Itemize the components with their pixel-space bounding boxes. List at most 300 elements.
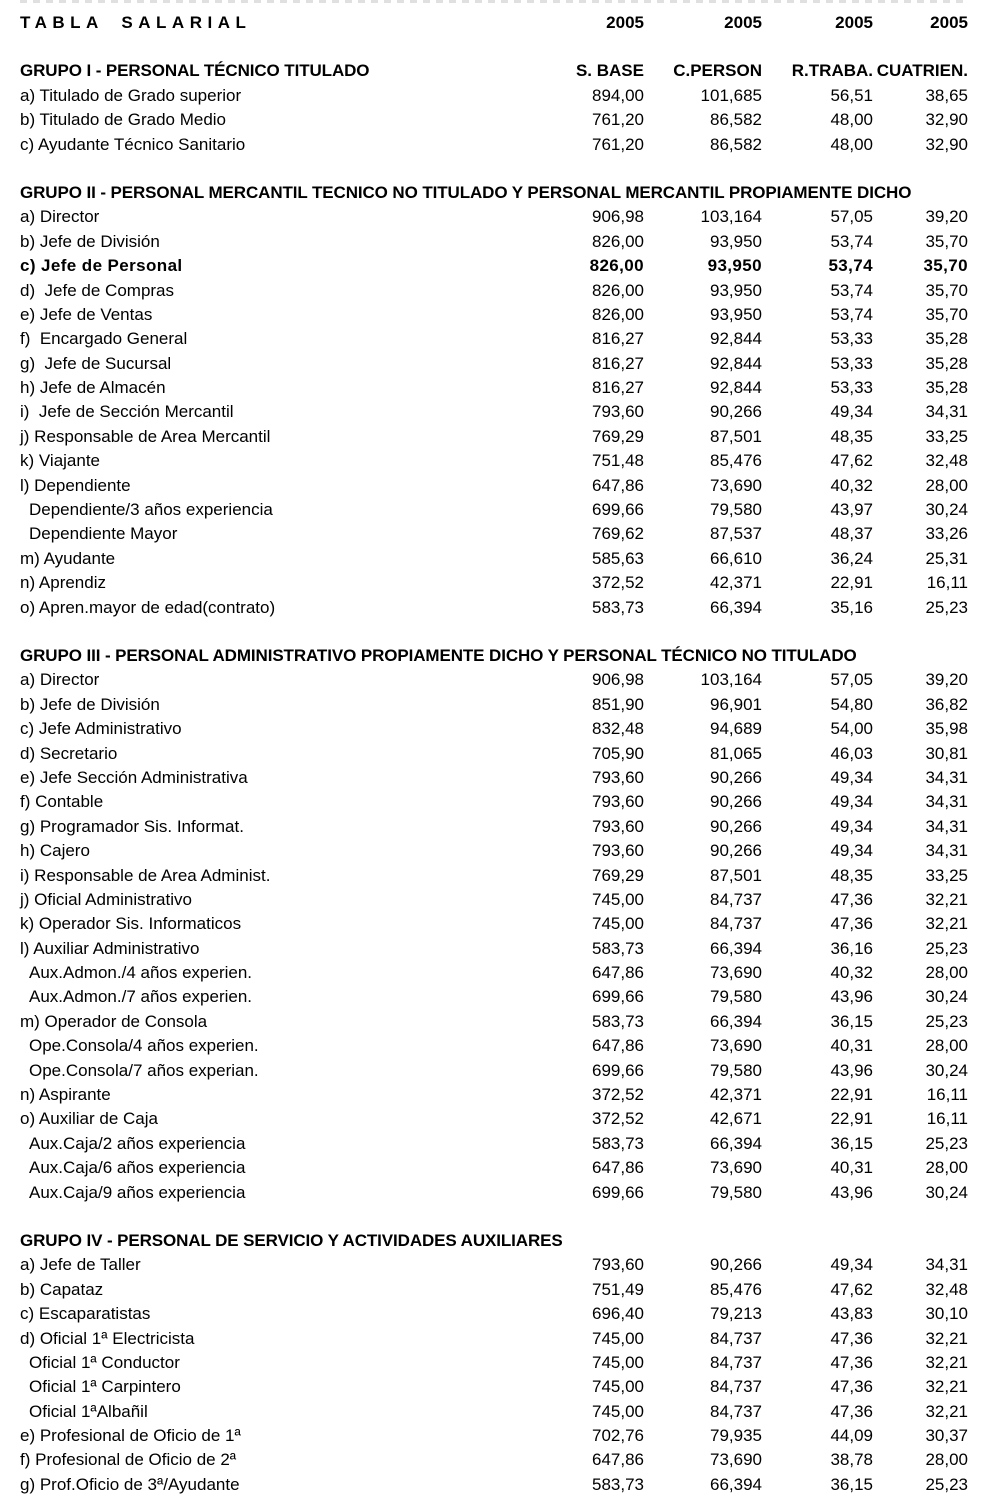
table-row bbox=[20, 1156, 968, 1180]
value-cell-cuatrien: 16,11 bbox=[926, 573, 968, 593]
value-cell-c-person: 101,685 bbox=[700, 85, 762, 105]
value-cell-cuatrien: 35,28 bbox=[925, 378, 968, 398]
table-row bbox=[20, 1327, 968, 1351]
value-cell-r-traba: 48,00 bbox=[830, 134, 873, 154]
value-cell-r-traba: 43,96 bbox=[830, 987, 873, 1007]
group-section-1 bbox=[20, 59, 968, 157]
table-row bbox=[20, 522, 968, 546]
value-cell-c-person: 42,371 bbox=[710, 573, 762, 593]
value-cell-s-base: 851,90 bbox=[592, 694, 644, 714]
row-label: Aux.Admon./7 años experien. bbox=[29, 987, 253, 1007]
value-cell-r-traba: 47,36 bbox=[830, 914, 873, 934]
table-row bbox=[20, 1253, 968, 1277]
value-cell-cuatrien: 32,21 bbox=[925, 914, 968, 934]
value-cell-s-base: 583,73 bbox=[592, 597, 644, 617]
table-row bbox=[20, 961, 968, 985]
value-cell-s-base: 647,86 bbox=[592, 475, 644, 495]
value-cell-cuatrien: 34,31 bbox=[925, 402, 968, 422]
value-cell-s-base: 745,00 bbox=[592, 1401, 644, 1421]
value-cell-cuatrien: 34,31 bbox=[925, 1255, 968, 1275]
value-cell-s-base: 745,00 bbox=[592, 1328, 644, 1348]
row-label: Ope.Consola/4 años experien. bbox=[29, 1036, 259, 1056]
value-cell-s-base: 647,86 bbox=[592, 1158, 644, 1178]
value-cell-s-base: 705,90 bbox=[592, 743, 644, 763]
value-cell-s-base: 583,73 bbox=[592, 938, 644, 958]
row-label: Aux.Caja/6 años experiencia bbox=[29, 1158, 246, 1178]
table-row bbox=[20, 937, 968, 961]
row-label: a) Director bbox=[20, 207, 100, 227]
value-cell-c-person: 73,690 bbox=[710, 1450, 762, 1470]
row-label: i) Jefe de Sección Mercantil bbox=[20, 402, 234, 422]
value-cell-r-traba: 57,05 bbox=[830, 670, 873, 690]
value-cell-c-person: 73,690 bbox=[710, 963, 762, 983]
table-row bbox=[20, 279, 968, 303]
value-cell-c-person: 93,950 bbox=[710, 280, 762, 300]
table-row bbox=[20, 888, 968, 912]
value-cell-c-person: 92,844 bbox=[710, 329, 762, 349]
row-label: Dependiente/3 años experiencia bbox=[29, 500, 273, 520]
row-label: j) Responsable de Area Mercantil bbox=[20, 426, 271, 446]
value-cell-c-person: 94,689 bbox=[710, 719, 762, 739]
value-cell-cuatrien: 25,23 bbox=[925, 1011, 968, 1031]
value-cell-c-person: 84,737 bbox=[710, 1377, 762, 1397]
value-cell-c-person: 84,737 bbox=[710, 1352, 762, 1372]
value-cell-s-base: 793,60 bbox=[592, 402, 644, 422]
row-label: d) Secretario bbox=[20, 743, 118, 763]
value-cell-r-traba: 53,33 bbox=[830, 329, 873, 349]
row-label: Oficial 1ª Conductor bbox=[29, 1352, 180, 1372]
value-cell-s-base: 583,73 bbox=[592, 1133, 644, 1153]
value-cell-cuatrien: 30,10 bbox=[925, 1304, 968, 1324]
group-section-3 bbox=[20, 644, 968, 1205]
row-label: m) Ayudante bbox=[20, 548, 116, 568]
value-cell-r-traba: 48,00 bbox=[830, 110, 873, 130]
value-cell-s-base: 761,20 bbox=[592, 110, 644, 130]
value-cell-s-base: 583,73 bbox=[592, 1011, 644, 1031]
table-row bbox=[20, 547, 968, 571]
value-cell-r-traba: 54,00 bbox=[830, 719, 873, 739]
value-cell-c-person: 66,394 bbox=[710, 597, 762, 617]
value-cell-cuatrien: 39,20 bbox=[925, 207, 968, 227]
value-cell-cuatrien: 30,24 bbox=[925, 987, 968, 1007]
value-cell-c-person: 79,935 bbox=[710, 1426, 762, 1446]
value-cell-s-base: 745,00 bbox=[592, 914, 644, 934]
table-row bbox=[20, 717, 968, 741]
value-cell-c-person: 84,737 bbox=[710, 1328, 762, 1348]
value-cell-cuatrien: 30,24 bbox=[925, 1060, 968, 1080]
value-cell-cuatrien: 34,31 bbox=[925, 816, 968, 836]
value-cell-r-traba: 54,80 bbox=[830, 694, 873, 714]
value-cell-c-person: 92,844 bbox=[710, 378, 762, 398]
value-cell-cuatrien: 28,00 bbox=[925, 1450, 968, 1470]
value-cell-c-person: 90,266 bbox=[710, 767, 762, 787]
value-cell-c-person: 93,950 bbox=[710, 304, 762, 324]
value-cell-cuatrien: 25,23 bbox=[925, 597, 968, 617]
value-cell-cuatrien: 36,82 bbox=[925, 694, 968, 714]
value-cell-c-person: 79,213 bbox=[710, 1304, 762, 1324]
table-row bbox=[20, 1107, 968, 1131]
value-cell-c-person: 92,844 bbox=[710, 353, 762, 373]
table-row bbox=[20, 1083, 968, 1107]
value-cell-cuatrien: 35,70 bbox=[925, 231, 968, 251]
column-header-r-traba: R.TRABA. bbox=[791, 61, 873, 81]
value-cell-s-base: 699,66 bbox=[592, 500, 644, 520]
value-cell-s-base: 793,60 bbox=[592, 792, 644, 812]
value-cell-cuatrien: 35,28 bbox=[925, 329, 968, 349]
value-cell-c-person: 42,371 bbox=[710, 1085, 762, 1105]
row-label: e) Jefe de Ventas bbox=[20, 304, 153, 324]
row-label: c) Ayudante Técnico Sanitario bbox=[20, 134, 246, 154]
value-cell-r-traba: 53,74 bbox=[830, 280, 873, 300]
value-cell-r-traba: 40,31 bbox=[830, 1158, 873, 1178]
row-label: Dependiente Mayor bbox=[29, 524, 178, 544]
value-cell-r-traba: 22,91 bbox=[830, 1085, 873, 1105]
value-cell-s-base: 816,27 bbox=[592, 329, 644, 349]
table-row bbox=[20, 449, 968, 473]
value-cell-s-base: 372,52 bbox=[592, 1109, 644, 1129]
value-cell-c-person: 79,580 bbox=[710, 1182, 762, 1202]
row-label: Oficial 1ª Carpintero bbox=[29, 1377, 181, 1397]
table-row bbox=[20, 327, 968, 351]
table-row bbox=[20, 985, 968, 1009]
value-cell-s-base: 745,00 bbox=[592, 889, 644, 909]
row-label: j) Oficial Administrativo bbox=[20, 889, 192, 909]
row-label: n) Aspirante bbox=[20, 1085, 111, 1105]
value-cell-cuatrien: 35,28 bbox=[925, 353, 968, 373]
table-row bbox=[20, 1132, 968, 1156]
value-cell-r-traba: 36,15 bbox=[830, 1474, 873, 1494]
table-row bbox=[20, 1302, 968, 1326]
table-body bbox=[20, 59, 968, 1497]
table-row bbox=[20, 1400, 968, 1424]
column-header-c-person: C.PERSON bbox=[673, 61, 762, 81]
value-cell-c-person: 85,476 bbox=[710, 451, 762, 471]
year-header-2: 2005 bbox=[724, 13, 762, 32]
value-cell-r-traba: 47,62 bbox=[830, 1279, 873, 1299]
group-title: GRUPO IV - PERSONAL DE SERVICIO Y ACTIVIDADES AUXILIARES bbox=[20, 1230, 563, 1250]
value-cell-cuatrien: 38,65 bbox=[925, 85, 968, 105]
value-cell-s-base: 699,66 bbox=[592, 987, 644, 1007]
value-cell-cuatrien: 33,25 bbox=[925, 865, 968, 885]
row-label: b) Jefe de División bbox=[20, 231, 160, 251]
group-header-row bbox=[20, 59, 968, 83]
row-label: b) Titulado de Grado Medio bbox=[20, 110, 227, 130]
row-label: d) Oficial 1ª Electricista bbox=[20, 1328, 195, 1348]
value-cell-cuatrien: 32,21 bbox=[925, 1328, 968, 1348]
title-row bbox=[20, 11, 968, 35]
year-header-1: 2005 bbox=[606, 13, 644, 32]
value-cell-r-traba: 40,31 bbox=[830, 1036, 873, 1056]
row-label: Oficial 1ªAlbañil bbox=[29, 1401, 148, 1421]
value-cell-r-traba: 49,34 bbox=[830, 767, 873, 787]
value-cell-cuatrien: 32,21 bbox=[925, 889, 968, 909]
value-cell-s-base: 745,00 bbox=[592, 1377, 644, 1397]
table-row bbox=[20, 815, 968, 839]
value-cell-c-person: 81,065 bbox=[710, 743, 762, 763]
table-row bbox=[20, 1034, 968, 1058]
value-cell-r-traba: 35,16 bbox=[830, 597, 873, 617]
value-cell-cuatrien: 34,31 bbox=[925, 767, 968, 787]
table-row bbox=[20, 303, 968, 327]
row-label: e) Jefe Sección Administrativa bbox=[20, 767, 248, 787]
row-label: k) Operador Sis. Informaticos bbox=[20, 914, 242, 934]
value-cell-cuatrien: 32,48 bbox=[925, 1279, 968, 1299]
row-label: m) Operador de Consola bbox=[20, 1011, 208, 1031]
group-header-row bbox=[20, 644, 968, 668]
table-row bbox=[20, 668, 968, 692]
row-label: e) Profesional de Oficio de 1ª bbox=[20, 1426, 241, 1446]
table-row bbox=[20, 1010, 968, 1034]
table-row bbox=[20, 839, 968, 863]
row-label: n) Aprendiz bbox=[20, 573, 106, 593]
value-cell-r-traba: 36,15 bbox=[830, 1011, 873, 1031]
table-row bbox=[20, 205, 968, 229]
value-cell-r-traba: 56,51 bbox=[830, 85, 873, 105]
row-label: o) Apren.mayor de edad(contrato) bbox=[20, 597, 276, 617]
value-cell-r-traba: 36,16 bbox=[830, 938, 873, 958]
value-cell-c-person: 73,690 bbox=[710, 1036, 762, 1056]
value-cell-cuatrien: 35,70 bbox=[925, 280, 968, 300]
value-cell-s-base: 826,00 bbox=[589, 256, 644, 276]
value-cell-r-traba: 49,34 bbox=[830, 402, 873, 422]
row-label: c) Jefe Administrativo bbox=[20, 719, 182, 739]
value-cell-c-person: 66,394 bbox=[710, 1474, 762, 1494]
value-cell-c-person: 79,580 bbox=[710, 500, 762, 520]
value-cell-s-base: 647,86 bbox=[592, 963, 644, 983]
row-label: l) Auxiliar Administrativo bbox=[20, 938, 200, 958]
table-row bbox=[20, 400, 968, 424]
group-header-row bbox=[20, 181, 968, 205]
value-cell-r-traba: 53,74 bbox=[830, 231, 873, 251]
value-cell-r-traba: 40,32 bbox=[830, 963, 873, 983]
value-cell-s-base: 906,98 bbox=[592, 670, 644, 690]
row-label: Aux.Caja/9 años experiencia bbox=[29, 1182, 246, 1202]
table-row bbox=[20, 376, 968, 400]
row-label: h) Cajero bbox=[20, 841, 90, 861]
year-header-4: 2005 bbox=[930, 13, 968, 32]
table-row bbox=[20, 133, 968, 157]
table-row bbox=[20, 498, 968, 522]
value-cell-c-person: 103,164 bbox=[700, 670, 762, 690]
row-label: f) Encargado General bbox=[20, 329, 188, 349]
value-cell-s-base: 761,20 bbox=[592, 134, 644, 154]
row-label: a) Director bbox=[20, 670, 100, 690]
table-row bbox=[20, 84, 968, 108]
value-cell-r-traba: 47,36 bbox=[830, 889, 873, 909]
row-label: o) Auxiliar de Caja bbox=[20, 1109, 158, 1129]
value-cell-cuatrien: 16,11 bbox=[926, 1085, 968, 1105]
value-cell-c-person: 90,266 bbox=[710, 816, 762, 836]
value-cell-s-base: 647,86 bbox=[592, 1036, 644, 1056]
group-title: GRUPO I - PERSONAL TÉCNICO TITULADO bbox=[20, 61, 370, 81]
value-cell-cuatrien: 33,26 bbox=[925, 524, 968, 544]
value-cell-c-person: 84,737 bbox=[710, 914, 762, 934]
value-cell-cuatrien: 25,23 bbox=[925, 1474, 968, 1494]
value-cell-cuatrien: 35,70 bbox=[923, 256, 968, 276]
value-cell-cuatrien: 35,70 bbox=[925, 304, 968, 324]
value-cell-s-base: 816,27 bbox=[592, 353, 644, 373]
table-row bbox=[20, 766, 968, 790]
table-row bbox=[20, 1448, 968, 1472]
value-cell-r-traba: 46,03 bbox=[830, 743, 873, 763]
value-cell-c-person: 79,580 bbox=[710, 1060, 762, 1080]
value-cell-s-base: 647,86 bbox=[592, 1450, 644, 1470]
group-section-2 bbox=[20, 181, 968, 620]
value-cell-cuatrien: 32,21 bbox=[925, 1401, 968, 1421]
value-cell-r-traba: 22,91 bbox=[830, 1109, 873, 1129]
table-row bbox=[20, 1424, 968, 1448]
table-row bbox=[20, 742, 968, 766]
value-cell-s-base: 745,00 bbox=[592, 1352, 644, 1372]
table-row bbox=[20, 790, 968, 814]
value-cell-s-base: 793,60 bbox=[592, 767, 644, 787]
row-label: Aux.Caja/2 años experiencia bbox=[29, 1133, 246, 1153]
row-label: Aux.Admon./4 años experien. bbox=[29, 963, 253, 983]
value-cell-r-traba: 53,74 bbox=[830, 304, 873, 324]
row-label: c) Jefe de Personal bbox=[20, 256, 183, 276]
value-cell-r-traba: 49,34 bbox=[830, 841, 873, 861]
table-row bbox=[20, 254, 968, 278]
value-cell-c-person: 66,394 bbox=[710, 1133, 762, 1153]
value-cell-c-person: 66,610 bbox=[710, 548, 762, 568]
value-cell-c-person: 84,737 bbox=[710, 1401, 762, 1421]
table-row bbox=[20, 571, 968, 595]
value-cell-cuatrien: 30,24 bbox=[925, 500, 968, 520]
value-cell-r-traba: 47,36 bbox=[830, 1377, 873, 1397]
value-cell-cuatrien: 32,90 bbox=[925, 110, 968, 130]
value-cell-r-traba: 43,96 bbox=[830, 1060, 873, 1080]
value-cell-cuatrien: 25,23 bbox=[925, 938, 968, 958]
value-cell-cuatrien: 16,11 bbox=[926, 1109, 968, 1129]
value-cell-s-base: 699,66 bbox=[592, 1182, 644, 1202]
value-cell-s-base: 793,60 bbox=[592, 841, 644, 861]
value-cell-s-base: 894,00 bbox=[592, 85, 644, 105]
table-row bbox=[20, 352, 968, 376]
table-row bbox=[20, 474, 968, 498]
value-cell-cuatrien: 30,81 bbox=[925, 743, 968, 763]
value-cell-r-traba: 49,34 bbox=[830, 816, 873, 836]
group-section-4 bbox=[20, 1229, 968, 1497]
value-cell-c-person: 86,582 bbox=[710, 134, 762, 154]
table-row bbox=[20, 596, 968, 620]
value-cell-s-base: 826,00 bbox=[592, 231, 644, 251]
value-cell-c-person: 90,266 bbox=[710, 1255, 762, 1275]
value-cell-c-person: 93,950 bbox=[707, 256, 762, 276]
year-header-3: 2005 bbox=[835, 13, 873, 32]
value-cell-r-traba: 36,15 bbox=[830, 1133, 873, 1153]
row-label: f) Contable bbox=[20, 792, 104, 812]
table-row bbox=[20, 1059, 968, 1083]
page-title: TABLA SALARIAL bbox=[20, 13, 252, 32]
value-cell-r-traba: 57,05 bbox=[830, 207, 873, 227]
table-row bbox=[20, 425, 968, 449]
value-cell-c-person: 79,580 bbox=[710, 987, 762, 1007]
value-cell-cuatrien: 28,00 bbox=[925, 475, 968, 495]
table-row bbox=[20, 1278, 968, 1302]
value-cell-s-base: 751,48 bbox=[592, 451, 644, 471]
value-cell-c-person: 84,737 bbox=[710, 889, 762, 909]
column-header-s-base: S. BASE bbox=[575, 61, 644, 81]
value-cell-c-person: 90,266 bbox=[710, 792, 762, 812]
value-cell-c-person: 66,394 bbox=[710, 1011, 762, 1031]
value-cell-c-person: 66,394 bbox=[710, 938, 762, 958]
value-cell-s-base: 793,60 bbox=[592, 1255, 644, 1275]
value-cell-s-base: 696,40 bbox=[592, 1304, 644, 1324]
value-cell-c-person: 42,671 bbox=[710, 1109, 762, 1129]
value-cell-cuatrien: 32,21 bbox=[925, 1377, 968, 1397]
value-cell-s-base: 751,49 bbox=[592, 1279, 644, 1299]
table-row bbox=[20, 1351, 968, 1375]
row-label: a) Jefe de Taller bbox=[20, 1255, 141, 1275]
row-label: h) Jefe de Almacén bbox=[20, 378, 166, 398]
value-cell-r-traba: 44,09 bbox=[830, 1426, 873, 1446]
value-cell-cuatrien: 39,20 bbox=[925, 670, 968, 690]
row-label: g) Prof.Oficio de 3ª/Ayudante bbox=[20, 1474, 240, 1494]
value-cell-s-base: 583,73 bbox=[592, 1474, 644, 1494]
row-label: i) Responsable de Area Administ. bbox=[20, 865, 271, 885]
value-cell-c-person: 96,901 bbox=[710, 694, 762, 714]
value-cell-s-base: 826,00 bbox=[592, 280, 644, 300]
row-label: f) Profesional de Oficio de 2ª bbox=[20, 1450, 237, 1470]
row-label: Ope.Consola/7 años experian. bbox=[29, 1060, 259, 1080]
value-cell-r-traba: 48,35 bbox=[830, 426, 873, 446]
group-header-row bbox=[20, 1229, 968, 1253]
value-cell-r-traba: 43,97 bbox=[830, 500, 873, 520]
value-cell-r-traba: 43,83 bbox=[830, 1304, 873, 1324]
value-cell-r-traba: 36,24 bbox=[830, 548, 873, 568]
value-cell-s-base: 585,63 bbox=[592, 548, 644, 568]
value-cell-s-base: 702,76 bbox=[592, 1426, 644, 1446]
value-cell-r-traba: 22,91 bbox=[830, 573, 873, 593]
value-cell-r-traba: 53,33 bbox=[830, 353, 873, 373]
value-cell-cuatrien: 34,31 bbox=[925, 841, 968, 861]
value-cell-s-base: 769,29 bbox=[592, 426, 644, 446]
value-cell-cuatrien: 28,00 bbox=[925, 963, 968, 983]
value-cell-cuatrien: 33,25 bbox=[925, 426, 968, 446]
value-cell-cuatrien: 25,31 bbox=[925, 548, 968, 568]
table-row bbox=[20, 1375, 968, 1399]
value-cell-r-traba: 47,36 bbox=[830, 1352, 873, 1372]
value-cell-s-base: 816,27 bbox=[592, 378, 644, 398]
value-cell-c-person: 90,266 bbox=[710, 402, 762, 422]
value-cell-cuatrien: 32,90 bbox=[925, 134, 968, 154]
value-cell-r-traba: 47,36 bbox=[830, 1401, 873, 1421]
table-row bbox=[20, 230, 968, 254]
group-title: GRUPO III - PERSONAL ADMINISTRATIVO PROPIAMENTE DICHO Y PERSONAL TÉCNICO NO TITULADO bbox=[20, 645, 857, 665]
value-cell-r-traba: 47,36 bbox=[830, 1328, 873, 1348]
value-cell-r-traba: 40,32 bbox=[830, 475, 873, 495]
value-cell-r-traba: 53,33 bbox=[830, 378, 873, 398]
row-label: g) Programador Sis. Informat. bbox=[20, 816, 244, 836]
value-cell-c-person: 85,476 bbox=[710, 1279, 762, 1299]
value-cell-r-traba: 49,34 bbox=[830, 1255, 873, 1275]
value-cell-c-person: 73,690 bbox=[710, 475, 762, 495]
value-cell-c-person: 103,164 bbox=[700, 207, 762, 227]
value-cell-s-base: 372,52 bbox=[592, 573, 644, 593]
value-cell-c-person: 87,501 bbox=[710, 426, 762, 446]
row-label: a) Titulado de Grado superior bbox=[20, 85, 242, 105]
table-row bbox=[20, 912, 968, 936]
value-cell-cuatrien: 30,37 bbox=[925, 1426, 968, 1446]
row-label: d) Jefe de Compras bbox=[20, 280, 175, 300]
value-cell-r-traba: 49,34 bbox=[830, 792, 873, 812]
value-cell-cuatrien: 32,48 bbox=[925, 451, 968, 471]
value-cell-s-base: 826,00 bbox=[592, 304, 644, 324]
value-cell-cuatrien: 32,21 bbox=[925, 1352, 968, 1372]
value-cell-r-traba: 47,62 bbox=[830, 451, 873, 471]
table-row bbox=[20, 1473, 968, 1497]
value-cell-cuatrien: 34,31 bbox=[925, 792, 968, 812]
